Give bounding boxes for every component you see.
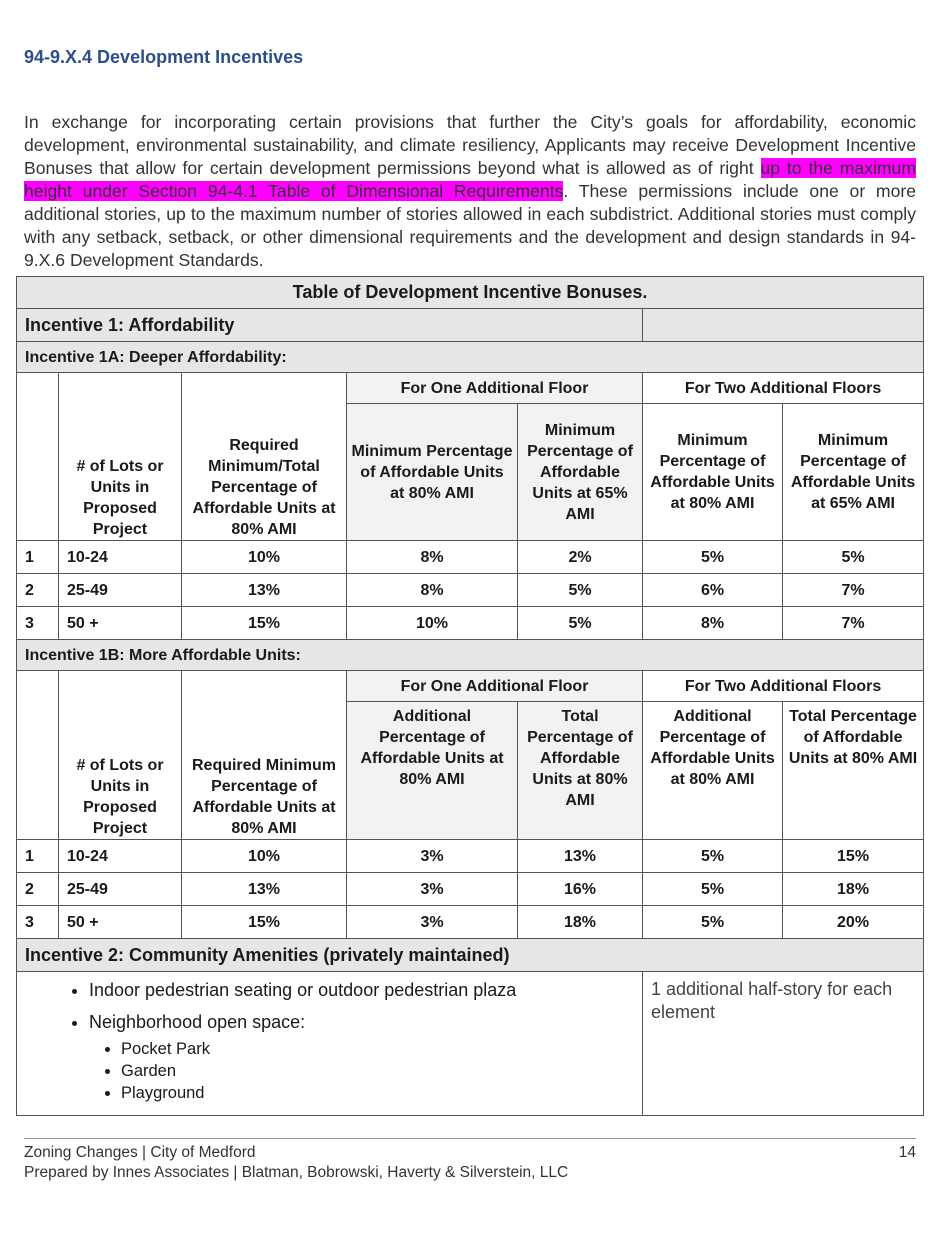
table-row — [17, 607, 924, 640]
column-header: Minimum Percentage of Affordable Units at 80% AMI — [643, 404, 783, 541]
cell-lots: 25-49 — [59, 873, 182, 906]
intro-text-after: . These permissions include one or more additional stories, up to the maximum number of stories allowed in each subdistrict. Additional stories must comply with any setback, setback, or other dimensional requirements and the development and design standards in 94-9.X.6 Development Standards. — [24, 180, 916, 270]
cell-required: 15% — [182, 607, 347, 640]
column-header: Minimum Percentage of Affordable Units at 65% AMI — [783, 404, 924, 541]
cell-value: 18% — [518, 906, 643, 939]
footer-line-2: Prepared by Innes Associates | Blatman, Bobrowski, Haverty & Silverstein, LLC — [24, 1164, 569, 1181]
list-item: • Garden — [121, 1061, 642, 1082]
table-row — [17, 906, 924, 939]
incentive-2-heading: Incentive 2: Community Amenities (privately maintained) — [17, 939, 924, 972]
column-header: Minimum Percentage of Affordable Units at 65% AMI — [518, 404, 643, 541]
cell-value: 3% — [347, 906, 518, 939]
cell-number: 2 — [17, 574, 59, 607]
incentive-1a-heading: Incentive 1A: Deeper Affordability: — [17, 342, 924, 373]
incentive-1b-heading: Incentive 1B: More Affordable Units: — [17, 640, 924, 671]
amenities-list-cell — [17, 972, 643, 1116]
cell-value: 8% — [347, 574, 518, 607]
cell-value: 18% — [783, 873, 924, 906]
cell-value: 20% — [783, 906, 924, 939]
two-floors-header: For Two Additional Floors — [643, 671, 924, 702]
required-header: Required Minimum Percentage of Affordable Units at 80% AMI — [182, 671, 347, 840]
list-item: • Playground — [121, 1083, 642, 1104]
incentive-bonus-table — [16, 276, 924, 1116]
lots-header: # of Lots or Units in Proposed Project — [59, 373, 182, 541]
cell-value: 3% — [347, 840, 518, 873]
cell-required: 15% — [182, 906, 347, 939]
one-floor-header: For One Additional Floor — [347, 373, 643, 404]
cell-value: 5% — [783, 541, 924, 574]
cell-value: 8% — [643, 607, 783, 640]
page-footer — [24, 1143, 916, 1183]
cell-value: 6% — [643, 574, 783, 607]
table-row — [17, 574, 924, 607]
cell-lots: 10-24 — [59, 541, 182, 574]
one-floor-header: For One Additional Floor — [347, 671, 643, 702]
column-header: Additional Percentage of Affordable Units at 80% AMI — [643, 702, 783, 840]
cell-lots: 50 + — [59, 906, 182, 939]
two-floors-header: For Two Additional Floors — [643, 373, 924, 404]
cell-value: 7% — [783, 607, 924, 640]
cell-value: 10% — [347, 607, 518, 640]
cell-value: 5% — [643, 541, 783, 574]
table-row — [17, 541, 924, 574]
cell-value: 5% — [643, 873, 783, 906]
table-row — [17, 873, 924, 906]
cell-value: 13% — [518, 840, 643, 873]
cell-value: 3% — [347, 873, 518, 906]
column-header: Total Percentage of Affordable Units at 80% AMI — [518, 702, 643, 840]
row-number-header — [17, 373, 59, 541]
column-header: Minimum Percentage of Affordable Units at 80% AMI — [347, 404, 518, 541]
incentive-1-blank — [643, 309, 924, 342]
cell-value: 7% — [783, 574, 924, 607]
cell-required: 13% — [182, 574, 347, 607]
lots-header: # of Lots or Units in Proposed Project — [59, 671, 182, 840]
cell-value: 15% — [783, 840, 924, 873]
list-item — [89, 1012, 642, 1104]
incentive-1-heading: Incentive 1: Affordability — [17, 309, 643, 342]
highlighted-text[interactable]: up to the maximum height under Section 94-4.1 Table of Dimensional Requirements — [24, 157, 916, 201]
cell-number: 3 — [17, 607, 59, 640]
cell-number: 3 — [17, 906, 59, 939]
cell-number: 1 — [17, 541, 59, 574]
list-item-label: Neighborhood open space: — [89, 1012, 306, 1032]
cell-value: 2% — [518, 541, 643, 574]
cell-value: 5% — [643, 840, 783, 873]
column-header: Total Percentage of Affordable Units at 80% AMI — [783, 702, 924, 840]
cell-required: 10% — [182, 840, 347, 873]
cell-required: 10% — [182, 541, 347, 574]
open-space-sublist — [89, 1039, 642, 1104]
table-row — [17, 840, 924, 873]
cell-value: 5% — [518, 574, 643, 607]
section-heading: 94-9.X.4 Development Incentives — [24, 47, 304, 67]
cell-value: 8% — [347, 541, 518, 574]
cell-required: 13% — [182, 873, 347, 906]
required-header: Required Minimum/Total Percentage of Affordable Units at 80% AMI — [182, 373, 347, 541]
cell-lots: 25-49 — [59, 574, 182, 607]
list-item: • Pocket Park — [121, 1039, 642, 1060]
footer-line-1: Zoning Changes | City of Medford — [24, 1144, 256, 1161]
intro-paragraph — [24, 111, 916, 272]
cell-number: 2 — [17, 873, 59, 906]
row-number-header — [17, 671, 59, 840]
amenities-bonus: 1 additional half-story for each element — [643, 972, 924, 1116]
cell-value: 16% — [518, 873, 643, 906]
intro-text-before: In exchange for incorporating certain provisions that further the City’s goals for affordability, economic development, environmental sustainability, and climate resiliency, Applicants may receive Development Incentive Bonuses that allow for certain development permissions beyond what is allowed as of right — [24, 111, 916, 178]
page-number: 14 — [898, 1144, 916, 1161]
cell-lots: 50 + — [59, 607, 182, 640]
amenities-list — [17, 980, 642, 1104]
list-item: • Indoor pedestrian seating or outdoor pedestrian plaza — [89, 980, 642, 1001]
cell-value: 5% — [643, 906, 783, 939]
table-title: Table of Development Incentive Bonuses. — [17, 277, 924, 309]
cell-value: 5% — [518, 607, 643, 640]
cell-number: 1 — [17, 840, 59, 873]
column-header: Additional Percentage of Affordable Units at 80% AMI — [347, 702, 518, 840]
footer-divider — [24, 1138, 916, 1139]
cell-lots: 10-24 — [59, 840, 182, 873]
